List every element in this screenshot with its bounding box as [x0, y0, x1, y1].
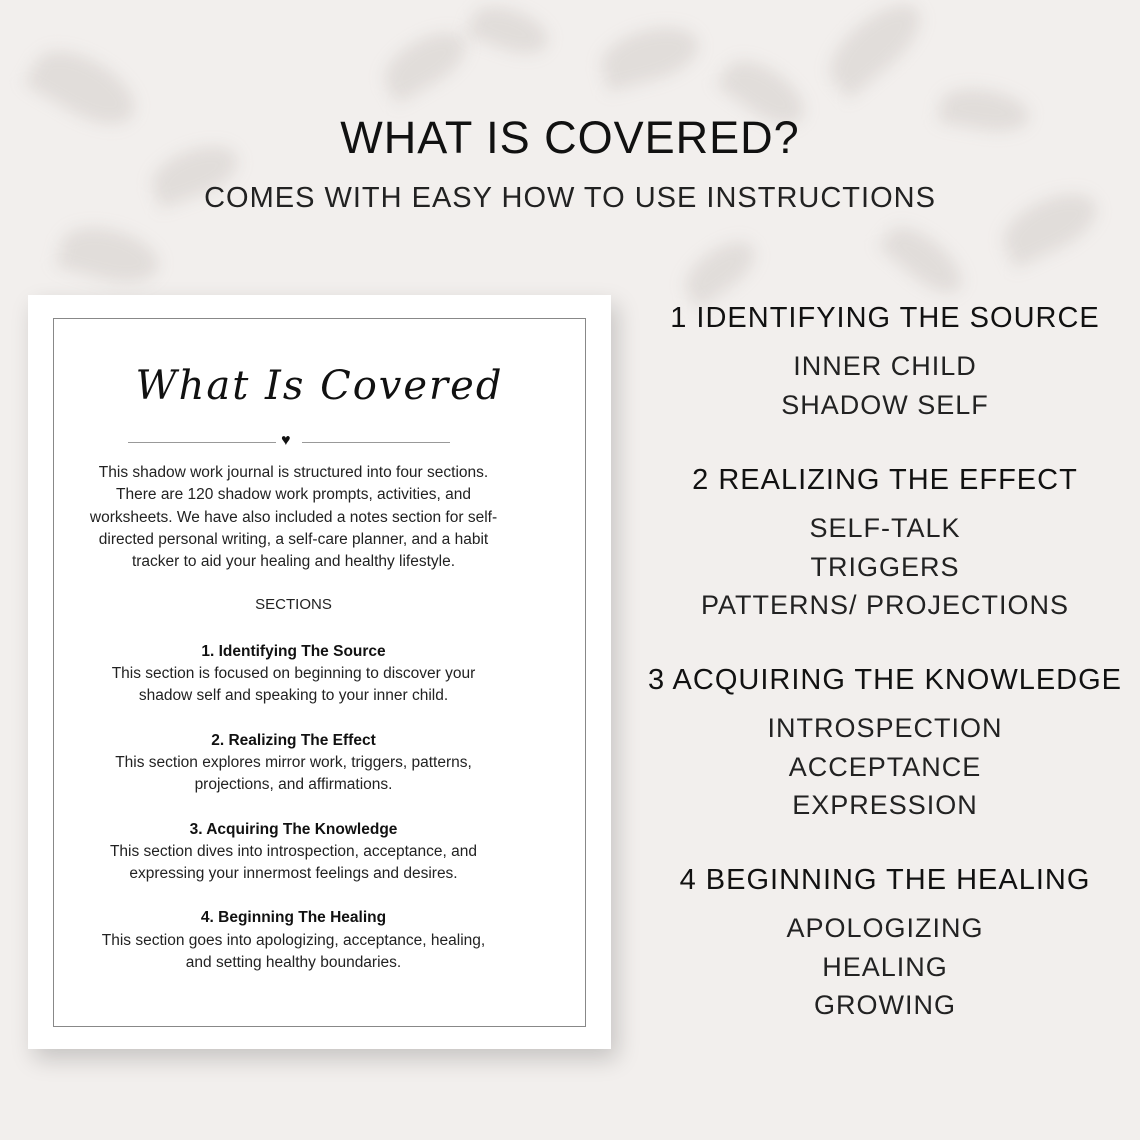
section-title: 2. Realizing The Effect — [211, 731, 376, 749]
intro-paragraph: This shadow work journal is structured into four sections. There are 120 shadow work prompts, activities, and worksheets. We have also included a notes section for self- directed personal writing, a self-care planner, and a habit tracker to aid your healing and healthy lifestyle. — [89, 464, 498, 571]
summary-heading: 1 IDENTIFYING THE SOURCE — [670, 302, 1100, 334]
summary-item: GROWING — [814, 990, 956, 1021]
page-subtitle: COMES WITH EASY HOW TO USE INSTRUCTIONS — [204, 182, 936, 214]
section-realizing: 2. Realizing The Effect This section explores mirror work, triggers, patterns, projections, and affirmations. — [38, 730, 549, 797]
summary-group-2 — [630, 464, 1140, 625]
summary-group-4 — [630, 864, 1140, 1025]
script-title: What Is Covered — [135, 363, 504, 409]
section-beginning: 4. Beginning The Healing This section goes into apologizing, acceptance, healing, and setting healthy boundaries. — [38, 907, 549, 974]
summary-heading: 2 REALIZING THE EFFECT — [692, 464, 1078, 496]
summary-heading: 4 BEGINNING THE HEALING — [679, 864, 1091, 896]
section-acquiring: 3. Acquiring The Knowledge This section dives into introspection, acceptance, and expressing your innermost feelings and desires. — [38, 819, 549, 886]
title-divider — [128, 432, 450, 451]
summary-item: SELF-TALK — [809, 513, 961, 543]
summary-group-3 — [630, 664, 1140, 825]
page-title: WHAT IS COVERED? — [340, 112, 800, 163]
summary-heading: 3 ACQUIRING THE KNOWLEDGE — [647, 664, 1123, 696]
summary-group-1 — [630, 302, 1140, 424]
document-body — [38, 462, 549, 996]
summary-item: HEALING — [822, 951, 948, 982]
section-title: 1. Identifying The Source — [201, 642, 386, 660]
journal-page-preview — [28, 295, 611, 1049]
summary-item: APOLOGIZING — [786, 913, 984, 943]
section-title: 4. Beginning The Healing — [200, 909, 387, 927]
summary-item: EXPRESSION — [792, 790, 978, 821]
summary-item: ACCEPTANCE — [788, 751, 982, 782]
section-title: 3. Acquiring The Knowledge — [189, 820, 398, 838]
summary-item: TRIGGERS — [810, 551, 960, 582]
sections-label: SECTIONS — [255, 596, 332, 614]
section-identifying: 1. Identifying The Source This section is focused on beginning to discover your shadow self and speaking to your inner child. — [38, 641, 549, 708]
summary-item: INNER CHILD — [793, 351, 977, 381]
summary-item: SHADOW SELF — [781, 389, 989, 420]
summary-item: PATTERNS/ PROJECTIONS — [700, 590, 1070, 621]
summary-item: INTROSPECTION — [767, 713, 1003, 743]
heart-icon: ♥ — [281, 432, 291, 449]
